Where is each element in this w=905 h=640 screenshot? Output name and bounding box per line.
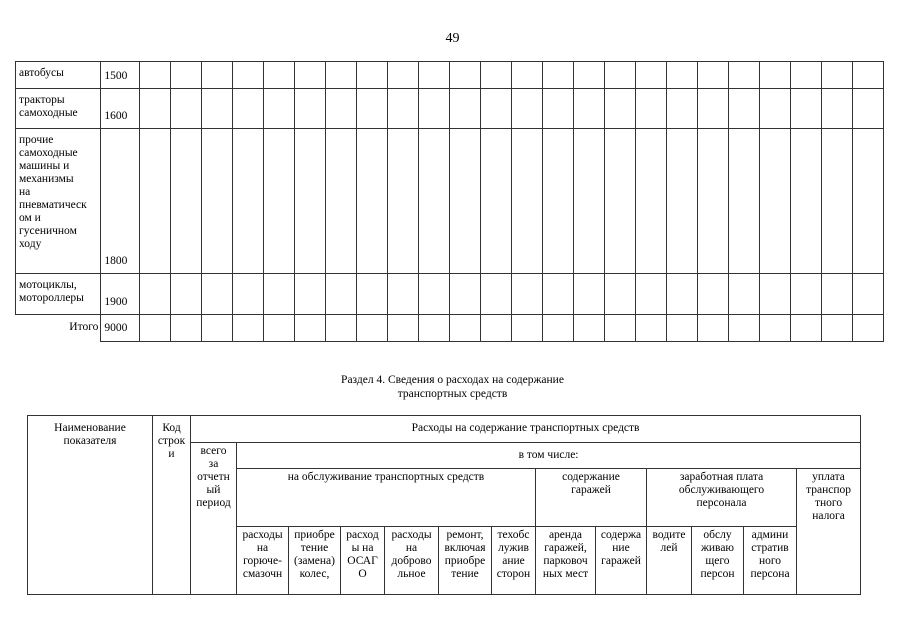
data-cell xyxy=(542,89,573,129)
page-number: 49 xyxy=(445,31,460,46)
data-cell xyxy=(759,274,790,315)
subcolumn-header-text: расходы на горюче- смазочн xyxy=(242,529,283,580)
data-cell xyxy=(697,315,728,342)
data-cell xyxy=(759,315,790,342)
data-cell xyxy=(728,315,759,342)
data-cell xyxy=(387,89,418,129)
row-name xyxy=(16,129,101,274)
data-cell xyxy=(821,89,852,129)
data-cell xyxy=(697,274,728,315)
data-cell xyxy=(263,274,294,315)
row-name-text: автобусы xyxy=(19,67,64,79)
header-group-garage-text: содержание гаражей xyxy=(562,471,620,496)
data-cell xyxy=(170,274,201,315)
subcolumn-header-text: админи стратив ного персона xyxy=(750,529,790,580)
row-name xyxy=(16,62,101,89)
data-cell xyxy=(170,129,201,274)
data-cell xyxy=(573,62,604,89)
row-code: 1900 xyxy=(101,274,140,315)
data-cell xyxy=(635,89,666,129)
data-cell xyxy=(821,274,852,315)
header-indicator-name-text: Наименование показателя xyxy=(54,422,126,447)
data-cell xyxy=(604,274,635,315)
data-cell xyxy=(418,89,449,129)
data-cell xyxy=(511,315,542,342)
header-group-service-text: на обслуживание транспортных средств xyxy=(287,471,485,483)
data-cell xyxy=(449,315,480,342)
data-cell xyxy=(666,129,697,274)
row-name-text: прочие самоходные машины и механизмы на пневматическ ом и гусеничном ходу xyxy=(19,134,87,250)
data-cell xyxy=(325,274,356,315)
header-total-period xyxy=(191,443,237,595)
header-expenses-text: Расходы на содержание транспортных средств xyxy=(411,422,640,434)
subcolumn-header xyxy=(536,527,596,595)
data-cell xyxy=(604,62,635,89)
data-cell xyxy=(635,129,666,274)
subcolumn-header-text: расход ы на ОСАГ О xyxy=(346,529,379,580)
table-row xyxy=(16,274,884,315)
data-cell xyxy=(821,129,852,274)
data-cell xyxy=(387,274,418,315)
subcolumn-header xyxy=(744,527,797,595)
data-cell xyxy=(356,129,387,274)
data-cell xyxy=(418,274,449,315)
data-cell xyxy=(263,315,294,342)
subcolumn-header-text: аренда гаражей, парковоч ных мест xyxy=(542,529,589,580)
data-cell xyxy=(666,62,697,89)
data-cell xyxy=(449,62,480,89)
subcolumn-header-text: расходы на доброво льное xyxy=(391,529,432,580)
data-cell xyxy=(263,129,294,274)
data-cell xyxy=(201,315,232,342)
row-name xyxy=(16,89,101,129)
data-cell xyxy=(325,89,356,129)
data-cell xyxy=(418,315,449,342)
total-row xyxy=(16,315,884,342)
subcolumn-header-text: водите лей xyxy=(652,529,686,554)
data-cell xyxy=(387,129,418,274)
subcolumn-header-text: приобре тение (замена) колес, xyxy=(294,529,335,580)
data-cell xyxy=(790,89,821,129)
subcolumn-header-text: обслу живаю щего персон xyxy=(700,529,735,580)
row-code: 1800 xyxy=(101,129,140,274)
subcolumn-header xyxy=(692,527,744,595)
data-cell xyxy=(449,274,480,315)
data-cell xyxy=(852,129,883,274)
data-cell xyxy=(201,89,232,129)
data-cell xyxy=(790,274,821,315)
data-cell xyxy=(356,62,387,89)
data-cell xyxy=(573,129,604,274)
data-cell xyxy=(542,129,573,274)
data-cell xyxy=(542,62,573,89)
data-cell xyxy=(728,129,759,274)
data-cell xyxy=(728,62,759,89)
data-cell xyxy=(511,274,542,315)
subcolumn-header xyxy=(237,527,289,595)
section-title xyxy=(0,373,905,401)
data-cell xyxy=(263,62,294,89)
data-cell xyxy=(852,62,883,89)
data-cell xyxy=(170,89,201,129)
data-cell xyxy=(294,89,325,129)
data-cell xyxy=(666,89,697,129)
data-cell xyxy=(232,62,263,89)
data-cell xyxy=(294,315,325,342)
data-cell xyxy=(790,62,821,89)
data-cell xyxy=(821,62,852,89)
subcolumn-header xyxy=(439,527,492,595)
row-name-text: тракторы самоходные xyxy=(19,94,78,119)
data-cell xyxy=(139,315,170,342)
row-name xyxy=(16,274,101,315)
data-cell xyxy=(573,89,604,129)
data-cell xyxy=(604,89,635,129)
data-cell xyxy=(201,274,232,315)
data-cell xyxy=(790,129,821,274)
row-code: 1600 xyxy=(101,89,140,129)
subcolumn-header-text: техобс лужив ание сторон xyxy=(496,529,531,580)
data-cell xyxy=(511,62,542,89)
data-cell xyxy=(201,62,232,89)
subcolumn-header xyxy=(492,527,536,595)
header-group-tax-text: уплата транспор тного налога xyxy=(806,471,852,522)
header-row-code xyxy=(153,416,191,595)
data-cell xyxy=(325,62,356,89)
subcolumn-header xyxy=(385,527,439,595)
data-cell xyxy=(759,129,790,274)
data-cell xyxy=(480,315,511,342)
data-cell xyxy=(573,315,604,342)
header-group-garage xyxy=(536,469,647,527)
data-cell xyxy=(170,315,201,342)
subcolumn-header xyxy=(341,527,385,595)
data-cell xyxy=(852,274,883,315)
data-cell xyxy=(852,89,883,129)
data-cell xyxy=(170,62,201,89)
section-title-line2: транспортных средств xyxy=(397,388,508,400)
data-cell xyxy=(294,62,325,89)
header-group-salary xyxy=(647,469,797,527)
header-group-salary-text: заработная плата обслуживающего персонала xyxy=(678,471,765,509)
header-including-text: в том числе: xyxy=(518,449,579,461)
data-cell xyxy=(263,89,294,129)
data-cell xyxy=(356,89,387,129)
data-cell xyxy=(139,274,170,315)
row-name-text: мотоциклы, мотороллеры xyxy=(19,279,84,304)
vehicles-table xyxy=(15,61,884,342)
data-cell xyxy=(666,315,697,342)
data-cell xyxy=(821,315,852,342)
data-cell xyxy=(480,274,511,315)
data-cell xyxy=(697,129,728,274)
data-cell xyxy=(139,89,170,129)
data-cell xyxy=(697,62,728,89)
data-cell xyxy=(697,89,728,129)
data-cell xyxy=(728,274,759,315)
data-cell xyxy=(573,274,604,315)
data-cell xyxy=(635,315,666,342)
data-cell xyxy=(294,129,325,274)
data-cell xyxy=(542,315,573,342)
table-row xyxy=(16,62,884,89)
data-cell xyxy=(666,274,697,315)
header-including xyxy=(237,443,861,469)
data-cell xyxy=(139,62,170,89)
data-cell xyxy=(418,129,449,274)
data-cell xyxy=(139,129,170,274)
subcolumn-header-text: содержа ние гаражей xyxy=(600,529,642,567)
data-cell xyxy=(759,89,790,129)
data-cell xyxy=(604,315,635,342)
data-cell xyxy=(449,89,480,129)
section-title-line1: Раздел 4. Сведения о расходах на содержание xyxy=(341,374,564,386)
header-row-code-text: Код строк и xyxy=(157,422,186,460)
data-cell xyxy=(480,129,511,274)
data-cell xyxy=(356,274,387,315)
data-cell xyxy=(356,315,387,342)
subcolumn-header xyxy=(647,527,692,595)
data-cell xyxy=(232,129,263,274)
header-expenses xyxy=(191,416,861,443)
total-label: Итого xyxy=(69,320,99,333)
data-cell xyxy=(449,129,480,274)
expenses-table xyxy=(27,415,861,595)
row-code: 1500 xyxy=(101,62,140,89)
data-cell xyxy=(480,62,511,89)
total-code: 9000 xyxy=(101,315,140,342)
data-cell xyxy=(418,62,449,89)
data-cell xyxy=(387,315,418,342)
header-indicator-name xyxy=(28,416,153,595)
table-row xyxy=(16,129,884,274)
subcolumn-header-text: ремонт, включая приобре тение xyxy=(444,529,486,580)
data-cell xyxy=(790,315,821,342)
data-cell xyxy=(232,89,263,129)
data-cell xyxy=(635,274,666,315)
data-cell xyxy=(852,315,883,342)
data-cell xyxy=(232,315,263,342)
data-cell xyxy=(542,274,573,315)
header-group-service xyxy=(237,469,536,527)
data-cell xyxy=(728,89,759,129)
data-cell xyxy=(480,89,511,129)
data-cell xyxy=(232,274,263,315)
data-cell xyxy=(511,129,542,274)
header-total-period-text: всего за отчетн ый период xyxy=(196,445,231,509)
header-group-tax xyxy=(797,469,861,595)
data-cell xyxy=(511,89,542,129)
data-cell xyxy=(604,129,635,274)
data-cell xyxy=(325,129,356,274)
data-cell xyxy=(759,62,790,89)
data-cell xyxy=(294,274,325,315)
data-cell xyxy=(201,129,232,274)
table-row xyxy=(16,89,884,129)
data-cell xyxy=(387,62,418,89)
data-cell xyxy=(635,62,666,89)
data-cell xyxy=(325,315,356,342)
subcolumn-header xyxy=(596,527,647,595)
subcolumn-header xyxy=(289,527,341,595)
